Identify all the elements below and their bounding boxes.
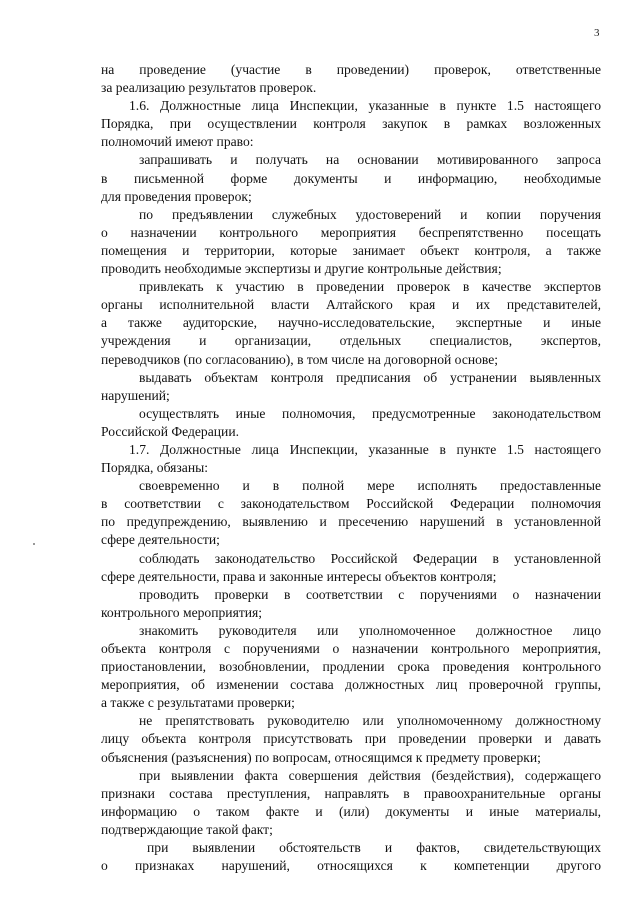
text-line: при выявлении обстоятельств и фактов, свидетельствующих bbox=[147, 840, 601, 856]
text-line: объекта контроля с поручениями о назначении контрольного мероприятия, bbox=[101, 641, 601, 656]
text-line: сфере деятельности, права и законные интересы объектов контроля; bbox=[101, 568, 497, 584]
text-line: мероприятия, об изменении состава должностных лиц проверочной группы, bbox=[101, 677, 601, 693]
text-line: помещения и территории, которые занимает объект контроля, а также bbox=[101, 242, 601, 258]
page-number: 3 bbox=[594, 27, 600, 39]
text-line: нарушений; bbox=[101, 387, 170, 403]
text-line: Российской Федерации. bbox=[101, 423, 239, 439]
text-line: для проведения проверок; bbox=[101, 188, 252, 204]
text-line: привлекать к участию в проведении проверок в качестве экспертов bbox=[139, 279, 601, 295]
text-line: знакомить руководителя или уполномоченное должностное лицо bbox=[139, 622, 601, 638]
text-line: выдавать объектам контроля предписания об устранении выявленных bbox=[139, 369, 601, 385]
text-line: на проведение (участие в проведении) проверок, ответственные bbox=[101, 62, 601, 77]
text-line: 1.7. Должностные лица Инспекции, указанные в пункте 1.5 настоящего bbox=[129, 441, 601, 457]
text-line: запрашивать и получать на основании мотивированного запроса bbox=[139, 152, 601, 168]
text-line: сфере деятельности; bbox=[101, 532, 220, 548]
text-line: учреждения и организации, отдельных специалистов, экспертов, bbox=[101, 333, 601, 349]
text-line: в письменной форме документы и информацию, необходимые bbox=[101, 170, 601, 186]
text-line: за реализацию результатов проверок. bbox=[101, 80, 317, 96]
text-line: о назначении контрольного мероприятия беспрепятственно посещать bbox=[101, 224, 601, 240]
document-body bbox=[101, 61, 601, 875]
text-line: признаки состава преступления, направлять в правоохранительные органы bbox=[101, 785, 601, 801]
text-line: Порядка, при осуществлении контроля закупок в рамках возложенных bbox=[101, 116, 601, 132]
text-line: объяснения (разъяснения) по вопросам, относящимся к предмету проверки; bbox=[101, 749, 541, 765]
text-line: а также аудиторские, научно-исследовательские, экспертные и иные bbox=[101, 315, 601, 331]
text-line: подтверждающие такой факт; bbox=[101, 821, 273, 837]
text-line: приостановлении, возобновлении, продлении срока проведения контрольного bbox=[101, 659, 601, 675]
text-line: по предъявлении служебных удостоверений и копии поручения bbox=[139, 206, 601, 222]
text-line: органы исполнительной власти Алтайского края и их представителей, bbox=[101, 297, 601, 313]
text-line: по предупреждению, выявлению и пресечению нарушений в установленной bbox=[101, 514, 601, 530]
text-line: 1.6. Должностные лица Инспекции, указанные в пункте 1.5 настоящего bbox=[129, 98, 601, 114]
text-line: проводить необходимые экспертизы и другие контрольные действия; bbox=[101, 261, 502, 277]
text-line: информацию о таком факте и (или) документы и иные материалы, bbox=[101, 803, 601, 819]
text-line: лицу объекта контроля присутствовать при проведении проверки и давать bbox=[101, 731, 601, 747]
text-line: Порядка, обязаны: bbox=[101, 460, 209, 476]
text-line: в соответствии с законодательством Российской Федерации полномочия bbox=[101, 496, 601, 512]
text-line: своевременно и в полной мере исполнять предоставленные bbox=[139, 478, 601, 494]
text-line: контрольного мероприятия; bbox=[101, 604, 263, 620]
text-line: соблюдать законодательство Российской Федерации в установленной bbox=[139, 550, 601, 566]
text-line: полномочий имеют право: bbox=[101, 134, 254, 150]
text-line: осуществлять иные полномочия, предусмотренные законодательством bbox=[139, 405, 601, 421]
text-line: о признаках нарушений, относящихся к компетенции другого bbox=[101, 858, 601, 874]
text-line: не препятствовать руководителю или уполномоченному должностному bbox=[139, 713, 601, 729]
text-line: переводчиков (по согласованию), в том числе на договорной основе; bbox=[101, 351, 499, 367]
text-line: проводить проверки в соответствии с поручениями о назначении bbox=[139, 586, 601, 602]
text-line: при выявлении факта совершения действия (бездействия), содержащего bbox=[139, 767, 601, 783]
scan-speck bbox=[33, 543, 35, 545]
text-line: а также с результатами проверки; bbox=[101, 695, 295, 711]
